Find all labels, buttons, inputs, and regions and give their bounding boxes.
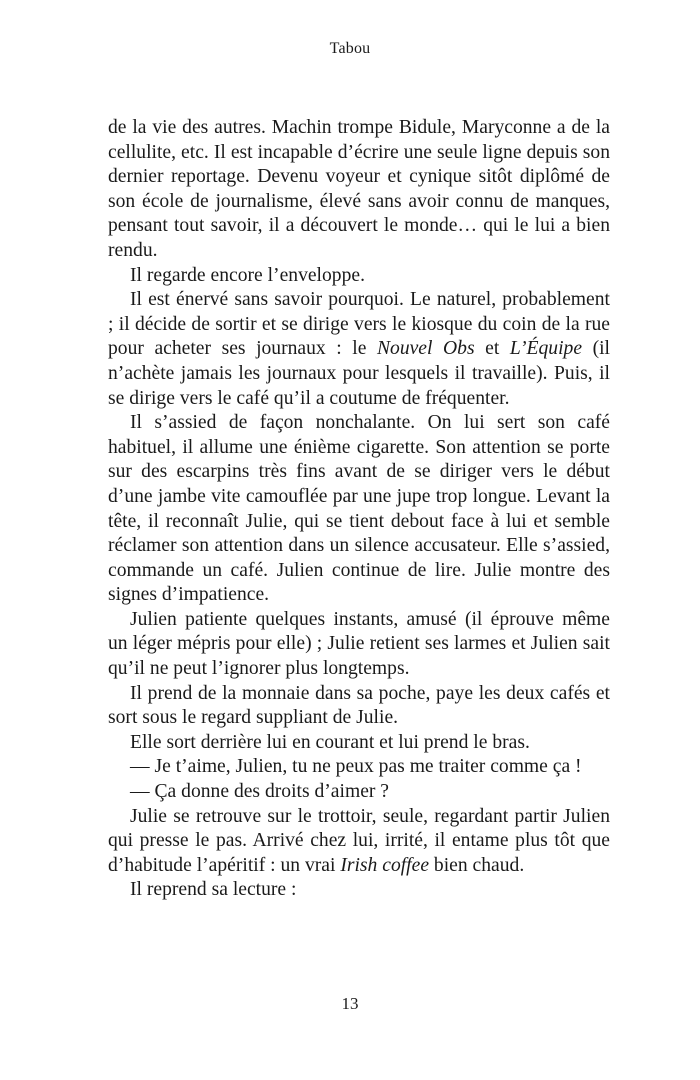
paragraph-1: de la vie des autres. Machin trompe Bidule, Maryconne a de la cellulite, etc. Il est incapable d’écrire une seule ligne depuis son dernier reportage. Devenu voyeur et cynique sitôt diplômé de son école de journalisme, élevé sans avoir connu de manques, pensant tout savoir, il a découvert le monde… qui le lui a bien rendu. bbox=[108, 117, 610, 261]
paragraph-10 bbox=[108, 805, 610, 879]
paragraph-2: Il regarde encore l’enveloppe. bbox=[130, 264, 365, 286]
italic-title-nouvel-obs: Nouvel Obs bbox=[376, 338, 475, 360]
dialogue-line-2: — Ça donne des droits d’aimer ? bbox=[130, 781, 390, 803]
paragraph-6: Il prend de la monnaie dans sa poche, paye les deux cafés et sort sous le regard suppliant de Julie. bbox=[108, 682, 610, 729]
paragraph-3-part-a: Il est énervé sans savoir pourquoi. Le naturel, probablement ; il décide de sortir et se dirige vers le kiosque du coin de la rue pour acheter ses journaux : le bbox=[108, 289, 610, 360]
paragraph-4: Il s’assied de façon nonchalante. On lui sert son café habituel, il allume une énième cigarette. Son attention se porte sur des escarpins très fins avant de se diriger vers le début d’une jambe vite camouflée par une jupe trop longue. Levant la tête, il reconnaît Julie, qui se tient debout face à lui et semble réclamer son attention dans un silence accusateur. Elle s’assied, commande un café. Julien continue de lire. Julie montre des signes d’impatience. bbox=[108, 412, 610, 606]
paragraph-7: Elle sort derrière lui en courant et lui prend le bras. bbox=[130, 731, 530, 753]
italic-title-lequipe: L’Équipe bbox=[509, 338, 583, 360]
page-number: 13 bbox=[341, 994, 359, 1013]
paragraph-11: Il reprend sa lecture : bbox=[130, 879, 297, 901]
running-title: Tabou bbox=[329, 40, 371, 57]
paragraph-5: Julien patiente quelques instants, amusé (il éprouve même un léger mépris pour elle) ; Julie retient ses larmes et Julien sait qu’il ne peut l’ignorer plus longtemps. bbox=[108, 608, 610, 680]
paragraph-10-part-b: bien chaud. bbox=[429, 854, 525, 876]
paragraph-10-part-a: Julie se retrouve sur le trottoir, seule, regardant partir Julien qui presse le pas. Arrivé chez lui, irrité, il entame plus tôt que d’habitude l’apéritif : un vrai bbox=[108, 805, 610, 876]
paragraph-3 bbox=[108, 288, 610, 411]
italic-irish-coffee: Irish coffee bbox=[340, 854, 430, 876]
paragraph-3-part-b: et bbox=[474, 338, 510, 360]
dialogue-line-1: — Je t’aime, Julien, tu ne peux pas me traiter comme ça ! bbox=[130, 756, 582, 778]
body-text bbox=[108, 116, 610, 903]
paragraph-3-part-c: (il n’achète jamais les journaux pour lesquels il travaille). Puis, il se dirige vers le café qu’il a coutume de fréquenter. bbox=[108, 338, 610, 409]
